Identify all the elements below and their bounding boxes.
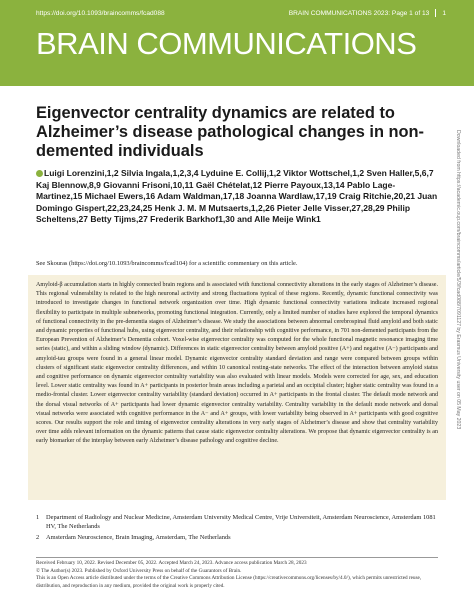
page-mark: 1 [442,9,446,17]
journal-reference: BRAIN COMMUNICATIONS 2023: Page 1 of 13 [288,9,430,17]
affiliation-number: 2 [36,534,40,541]
affiliation-item [36,533,438,542]
commentary-note: See Skouras (https://doi.org/10.1093/braincomms/fcad104) for a scientific commentary on this article. [36,260,298,267]
header-right [289,9,446,17]
received-dates: Received February 10, 2022. Revised December 05, 2022. Accepted March 24, 2023. Advance access publication March 28, 2023 [36,560,307,566]
doi-link[interactable]: https://doi.org/10.1093/braincomms/fcad088 [36,9,165,17]
download-notice: Downloaded from https://academic.oup.com/braincomms/article/5/3/fcad088/7091127 by Erasmus University user on 05 May 2023 [455,130,461,430]
download-sidebar [452,130,464,590]
affiliation-text: Amsterdam Neuroscience, Brain Imaging, Amsterdam, The Netherlands [46,534,231,541]
license-statement: This is an Open Access article distributed under the terms of the Creative Commons Attribution License (https://creativecommons.org/licenses/by/4.0/), which permits unrestricted reuse, distribution, and reproduction in any medium, provided the original work is properly cited. [36,575,422,589]
header-divider [435,9,436,17]
orcid-icon[interactable] [36,170,43,177]
journal-banner [0,0,474,86]
article-title: Eigenvector centrality dynamics are related to Alzheimer’s disease pathological changes in non-demented individuals [36,104,425,160]
abstract-text: Amyloid-β accumulation starts in highly connected brain regions and is associated with functional connectivity alterations in the early stages of Alzheimer’s disease. This regional vulnerability is related to the high neuronal activity and strong fluctuations typical of these regions. Recently, dynamic functional connectivity was introduced to investigate changes in functional network organization over time. High dynamic functional connectivity variations indicate increased regional flexibility to participate in multiple subnetworks, promoting functional integration. Currently, only a limited number of studies have explored the temporal dynamics of functional connectivity in the pre-dementia stages of Alzheimer’s disease. We study the associations between abnormal cerebrospinal fluid amyloid and both static and dynamic properties of functional hubs, using eigenvector centrality, and their relationship with cognitive performance, in 701 non-demented participants from the European Prevention of Alzheimer’s Dementia cohort. Voxel-wise eigenvector centrality was computed for the whole functional magnetic resonance imaging time series (static), and within a sliding window (dynamic). Differences in static eigenvector centrality between amyloid positive (A+) and negative (A−) participants and amyloid-tau groups were found in a general linear model. Dynamic eigenvector centrality standard deviation and range were compared between groups within clusters of significant static eigenvector centrality differences, and within 10 canonical resting-state networks. The effect of the interaction between amyloid status and cognitive performance on dynamic eigenvector centrality variability was also evaluated with linear models. Models were corrected for age, sex, and education level. Lower static centrality was found in A+ participants in posterior brain areas including a parietal and an occipital cluster; higher static centrality was found in a medio-frontal cluster. Lower eigenvector centrality variability (standard deviation) occurred in A+ participants in the frontal cluster. The default mode network and the dorsal visual networks of A+ participants had lower dynamic eigenvector centrality variability. Centrality variability in the default mode network and dorsal visual networks were associated with cognitive performance in the A− and A+ groups, with lower variability being observed in A+ participants with good cognitive scores. Our results support the role and timing of eigenvector centrality alterations in very early stages of Alzheimer’s disease and show that centrality variability over time adds relevant information on the dynamic patterns that cause static eigenvector centrality alterations. We propose that dynamic eigenvector centrality is an early biomarker of the interplay between early Alzheimer’s disease pathology and cognitive decline. [36,282,438,445]
copyright-line: © The Author(s) 2023. Published by Oxford University Press on behalf of the Guarantors of Brain. [36,567,242,574]
author-names: Luigi Lorenzini,1,2 Silvia Ingala,1,2,3,4 Lyduine E. Collij,1,2 Viktor Wottschel,1,2 Sven Haller,5,6,7 Kaj Blennow,8,9 Giovanni Frisoni,10,11 Gaël Chételat,12 Pierre Payoux,13,14 Pablo Lage-Martinez,15 Michael Ewers,16 Adam Waldman,17,18 Joanna Wardlaw,17,19 Craig Ritchie,20,21 Juan Domingo Gispert,22,23,24,25 Henk J. M. M Mutsaerts,1,2,26 Pieter Jelle Visser,27,28,29 Philip Scheltens,27 Betty Tijms,27 Frederik Barkhof1,30 and Alle Meije Wink1 [36,168,438,225]
author-list [36,168,438,226]
publication-footer [36,557,438,590]
affiliation-text: Department of Radiology and Nuclear Medicine, Amsterdam University Medical Centre, Vrije Universiteit, Amsterdam Neuroscience, Amsterdam 1081 HV, The Netherlands [46,514,436,530]
journal-name: BRAIN COMMUNICATIONS [36,26,417,61]
header-bar [36,7,446,19]
affiliation-number: 1 [36,514,40,521]
affiliation-item [36,513,438,531]
affiliations [36,513,438,544]
